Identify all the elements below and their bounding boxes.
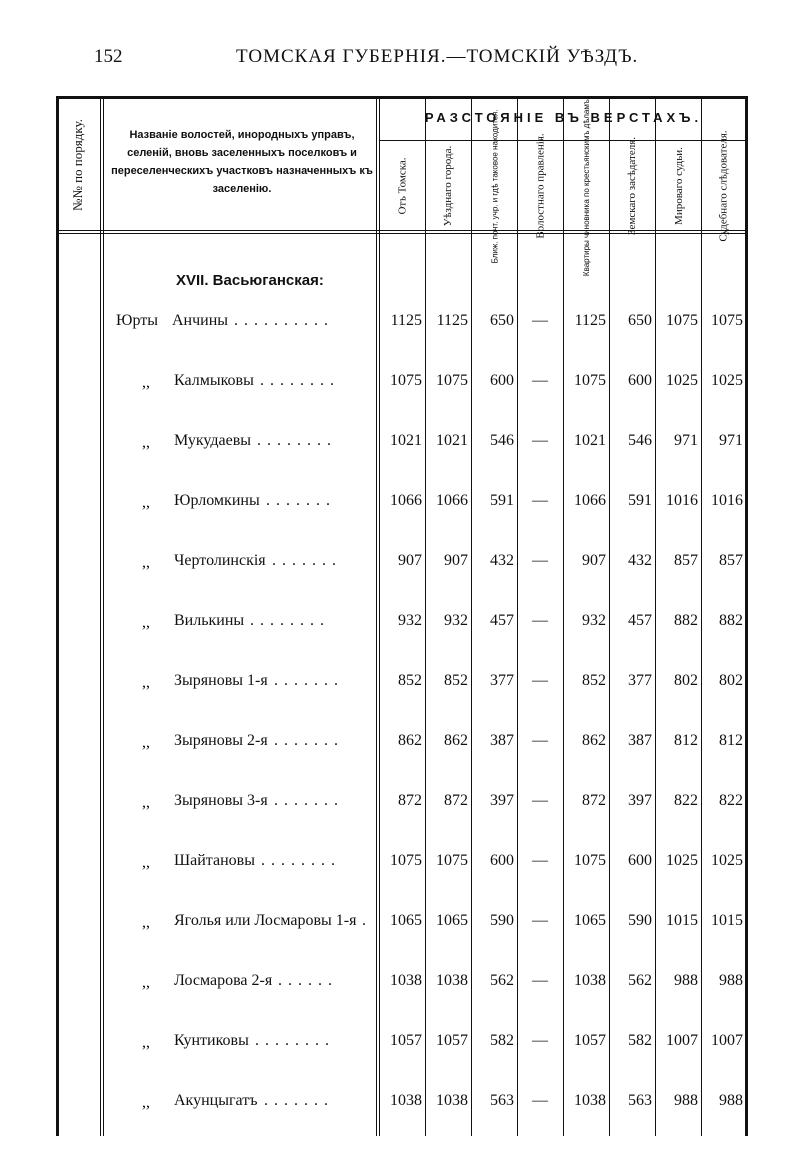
- distance-cell: 1075: [574, 372, 606, 389]
- distance-cell: 1075: [666, 312, 698, 329]
- distance-cell: 932: [582, 612, 606, 629]
- leader-dots: ........: [260, 372, 340, 389]
- distance-cell: 932: [398, 612, 422, 629]
- distance-cell: 907: [398, 552, 422, 569]
- distance-cell: 432: [628, 552, 652, 569]
- distance-cell: 1015: [666, 912, 698, 929]
- distance-cell: 582: [490, 1032, 514, 1049]
- ditto-mark: ,,: [142, 374, 150, 391]
- ditto-mark: ,,: [142, 914, 150, 931]
- distance-cell: 1125: [390, 312, 422, 329]
- distance-cell: 872: [582, 792, 606, 809]
- distance-cell: 882: [719, 612, 743, 629]
- leader-dots: .: [362, 912, 372, 929]
- column-header-tomsk: [380, 142, 425, 230]
- distance-cell: 1038: [390, 1092, 422, 1109]
- distance-cell: 377: [628, 672, 652, 689]
- column-header-name: Названіе волостей, инородныхъ управъ, селеній, вновь заселенныхъ поселковъ и переселенческихъ участковъ назначенныхъ къ заселенію.: [111, 129, 373, 195]
- distance-cell: 600: [490, 852, 514, 869]
- distance-cell: 1066: [436, 492, 468, 509]
- distance-cell: 387: [490, 732, 514, 749]
- settlement-name: Кунтиковы: [174, 1032, 249, 1049]
- distance-cell: 562: [628, 972, 652, 989]
- table-row: [56, 852, 748, 882]
- distance-cell: —: [532, 432, 548, 449]
- distance-cell: 1038: [390, 972, 422, 989]
- table-row: [56, 792, 748, 822]
- distance-cell: 650: [628, 312, 652, 329]
- settlement-name: Шайтановы: [174, 852, 255, 869]
- distance-cell: —: [532, 852, 548, 869]
- row-prefix: Юрты: [116, 312, 158, 329]
- running-title: ТОМСКАЯ ГУБЕРНІЯ.—ТОМСКІЙ УѢЗДЪ.: [236, 46, 639, 67]
- ditto-mark: ,,: [142, 494, 150, 511]
- distance-cell: 1125: [436, 312, 468, 329]
- distance-cell: 1038: [574, 1092, 606, 1109]
- distance-cell: 812: [719, 732, 743, 749]
- distance-cell: 1065: [436, 912, 468, 929]
- settlement-name: Юрломкины: [174, 492, 260, 509]
- distance-cell: 822: [719, 792, 743, 809]
- settlement-name: Лосмарова 2-я: [174, 972, 273, 989]
- distance-cell: 872: [444, 792, 468, 809]
- leader-dots: ........: [255, 1032, 335, 1049]
- header-bottom-rule-double: [56, 233, 748, 234]
- distance-cell: 1025: [711, 852, 743, 869]
- ditto-mark: ,,: [142, 794, 150, 811]
- leader-dots: .......: [274, 792, 344, 809]
- table-row: [56, 552, 748, 582]
- distance-cell: 862: [582, 732, 606, 749]
- distance-cell: 1075: [390, 372, 422, 389]
- distance-cell: —: [532, 1032, 548, 1049]
- distance-cell: 387: [628, 732, 652, 749]
- distance-cell: 1025: [711, 372, 743, 389]
- column-header-label: Волостнаго правленія.: [534, 133, 547, 239]
- distance-cell: 377: [490, 672, 514, 689]
- column-header-post-office: [472, 109, 517, 263]
- distance-cell: 546: [490, 432, 514, 449]
- leader-dots: .......: [274, 672, 344, 689]
- distance-cell: 802: [719, 672, 743, 689]
- distance-cell: 862: [444, 732, 468, 749]
- distance-cell: 397: [490, 792, 514, 809]
- distance-cell: 457: [490, 612, 514, 629]
- leader-dots: ......: [278, 972, 338, 989]
- settlement-name: Калмыковы: [174, 372, 254, 389]
- table-row: [56, 1092, 748, 1122]
- distance-cell: 1057: [390, 1032, 422, 1049]
- distance-cell: 1038: [436, 1092, 468, 1109]
- distance-cell: 1021: [390, 432, 422, 449]
- distance-cell: 852: [582, 672, 606, 689]
- leader-dots: ..........: [234, 312, 334, 329]
- distance-cell: —: [532, 1092, 548, 1109]
- table-row: [56, 732, 748, 762]
- distance-cell: 1057: [574, 1032, 606, 1049]
- distance-cell: —: [532, 792, 548, 809]
- distance-cell: 600: [628, 852, 652, 869]
- distance-cell: 600: [490, 372, 514, 389]
- settlement-name: Мукудаевы: [174, 432, 252, 449]
- distance-group-header: РАЗСТОЯНІЕ ВЪ ВЕРСТАХЪ.: [424, 110, 703, 125]
- table-top-rule: [56, 96, 748, 99]
- distance-cell: —: [532, 912, 548, 929]
- table-row: [56, 312, 748, 342]
- distance-cell: 582: [628, 1032, 652, 1049]
- header-bottom-rule: [56, 230, 748, 231]
- distance-cell: 1025: [666, 852, 698, 869]
- settlement-name: Анчины: [172, 312, 229, 329]
- distance-cell: 1038: [436, 972, 468, 989]
- table-row: [56, 672, 748, 702]
- distance-cell: 600: [628, 372, 652, 389]
- ditto-mark: ,,: [142, 1034, 150, 1051]
- distance-cell: 971: [674, 432, 698, 449]
- settlement-name: Вилькины: [174, 612, 245, 629]
- page-number: 152: [94, 46, 123, 67]
- distance-cell: —: [532, 372, 548, 389]
- distance-cell: 1066: [390, 492, 422, 509]
- distance-cell: 546: [628, 432, 652, 449]
- ditto-mark: ,,: [142, 974, 150, 991]
- distance-cell: 432: [490, 552, 514, 569]
- column-header-volost-board: [518, 133, 563, 239]
- distance-cell: 1015: [711, 912, 743, 929]
- column-header-label: Мироваго судьи.: [672, 147, 685, 225]
- distance-cell: 1016: [711, 492, 743, 509]
- distance-cell: 988: [674, 1092, 698, 1109]
- leader-dots: ........: [261, 852, 341, 869]
- distance-cell: 822: [674, 792, 698, 809]
- column-header-label: Судебнаго слѣдователя.: [717, 130, 730, 242]
- column-header-peasant-official: [564, 96, 609, 276]
- distance-cell: —: [532, 972, 548, 989]
- table-row: [56, 372, 748, 402]
- table-row: [56, 612, 748, 642]
- distance-cell: 563: [490, 1092, 514, 1109]
- distance-cell: 857: [674, 552, 698, 569]
- distance-cell: 907: [444, 552, 468, 569]
- distance-cell: 988: [674, 972, 698, 989]
- distance-table: [56, 96, 748, 1136]
- distance-cell: 1038: [574, 972, 606, 989]
- ditto-mark: ,,: [142, 1094, 150, 1111]
- settlement-name: Зыряновы 3-я: [174, 792, 268, 809]
- settlement-name: Зыряновы 1-я: [174, 672, 268, 689]
- distance-cell: —: [532, 672, 548, 689]
- distance-cell: 563: [628, 1092, 652, 1109]
- table-row: [56, 492, 748, 522]
- ditto-mark: ,,: [142, 614, 150, 631]
- ditto-mark: ,,: [142, 554, 150, 571]
- distance-cell: 1075: [436, 852, 468, 869]
- distance-cell: 1125: [574, 312, 606, 329]
- distance-cell: —: [532, 552, 548, 569]
- distance-cell: 590: [628, 912, 652, 929]
- column-header-label: Уѣзднаго города.: [442, 145, 455, 227]
- distance-cell: 1021: [574, 432, 606, 449]
- distance-cell: 1075: [390, 852, 422, 869]
- distance-cell: —: [532, 312, 548, 329]
- leader-dots: .......: [264, 1092, 334, 1109]
- column-header-label: Земскаго засѣдателя.: [626, 136, 639, 236]
- distance-cell: 562: [490, 972, 514, 989]
- leader-dots: ........: [250, 612, 330, 629]
- distance-cell: 907: [582, 552, 606, 569]
- distance-cell: 802: [674, 672, 698, 689]
- distance-cell: 862: [398, 732, 422, 749]
- distance-cell: 591: [490, 492, 514, 509]
- distance-cell: 852: [444, 672, 468, 689]
- distance-cell: 971: [719, 432, 743, 449]
- ditto-mark: ,,: [142, 854, 150, 871]
- column-header-number: [56, 99, 100, 230]
- ditto-mark: ,,: [142, 434, 150, 451]
- settlement-name: Чертолинскія: [174, 552, 266, 569]
- distance-cell: 988: [719, 1092, 743, 1109]
- leader-dots: ........: [257, 432, 337, 449]
- column-header-zemsky-assessor: [610, 136, 655, 236]
- distance-cell: 1075: [436, 372, 468, 389]
- ditto-mark: ,,: [142, 674, 150, 691]
- section-title: XVII. Васьюганская:: [176, 272, 324, 289]
- leader-dots: .......: [274, 732, 344, 749]
- distance-cell: 1007: [711, 1032, 743, 1049]
- distance-cell: 591: [628, 492, 652, 509]
- leader-dots: .......: [272, 552, 342, 569]
- distance-cell: 1021: [436, 432, 468, 449]
- leader-dots: .......: [266, 492, 336, 509]
- distance-cell: —: [532, 612, 548, 629]
- distance-cell: 852: [398, 672, 422, 689]
- distance-cell: 988: [719, 972, 743, 989]
- distance-group-rule: [379, 140, 748, 141]
- page-header: [0, 46, 800, 76]
- table-row: [56, 1032, 748, 1062]
- distance-cell: 882: [674, 612, 698, 629]
- distance-cell: 932: [444, 612, 468, 629]
- distance-cell: 1025: [666, 372, 698, 389]
- column-header-number-label: №№ по порядку.: [70, 118, 85, 211]
- distance-cell: 812: [674, 732, 698, 749]
- distance-cell: 1065: [390, 912, 422, 929]
- distance-cell: 397: [628, 792, 652, 809]
- column-header-investigator: [702, 130, 745, 242]
- distance-cell: 1066: [574, 492, 606, 509]
- distance-cell: 857: [719, 552, 743, 569]
- distance-cell: 1065: [574, 912, 606, 929]
- column-header-uezd-town: [426, 142, 471, 230]
- column-header-label: Отъ Томска.: [396, 157, 409, 215]
- distance-cell: —: [532, 492, 548, 509]
- distance-cell: —: [532, 732, 548, 749]
- column-header-label: Квартиры чиновника по крестьянскимъ дѣламъ.: [582, 96, 592, 276]
- column-header-justice: [656, 142, 701, 230]
- distance-cell: 650: [490, 312, 514, 329]
- ditto-mark: ,,: [142, 734, 150, 751]
- distance-cell: 1075: [574, 852, 606, 869]
- distance-cell: 590: [490, 912, 514, 929]
- distance-cell: 457: [628, 612, 652, 629]
- distance-cell: 1016: [666, 492, 698, 509]
- settlement-name: Зыряновы 2-я: [174, 732, 268, 749]
- table-row: [56, 432, 748, 462]
- distance-cell: 1075: [711, 312, 743, 329]
- table-row: [56, 972, 748, 1002]
- distance-cell: 1007: [666, 1032, 698, 1049]
- settlement-name: Яголья или Лосмаровы 1-я: [174, 912, 357, 929]
- table-row: [56, 912, 748, 942]
- settlement-name: Акунцыгатъ: [174, 1092, 258, 1109]
- distance-cell: 872: [398, 792, 422, 809]
- column-header-label: Ближ. почт. учр. и гдѣ таковое находится.: [490, 109, 500, 263]
- distance-cell: 1057: [436, 1032, 468, 1049]
